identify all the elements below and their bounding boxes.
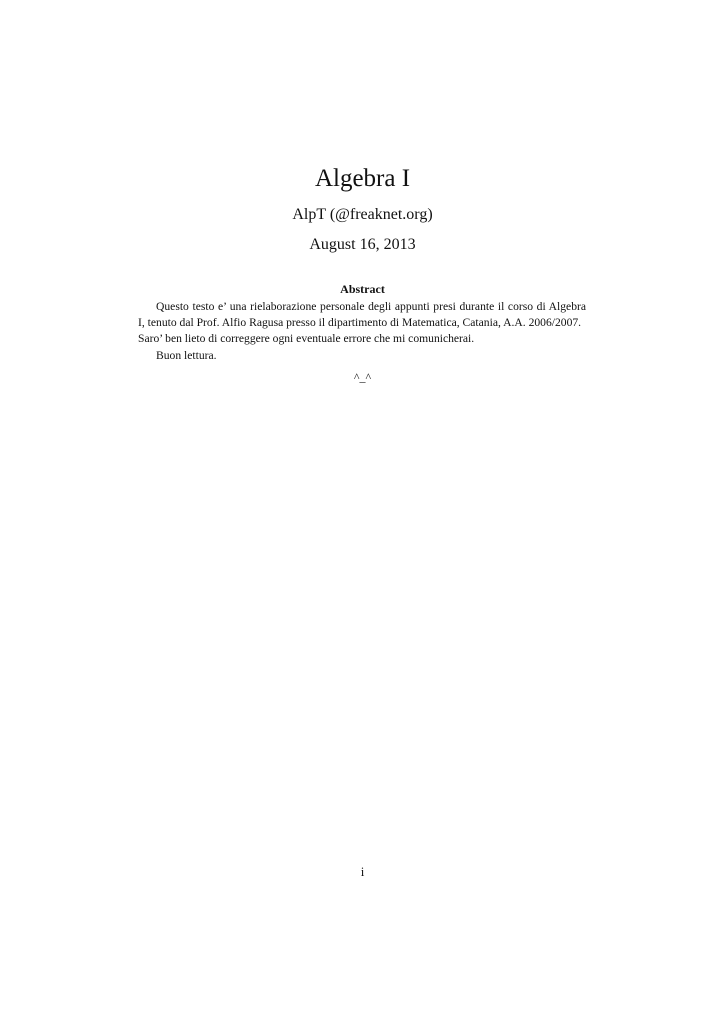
document-title: Algebra I — [314, 165, 411, 192]
document-author: AlpT (@freaknet.org) — [292, 206, 433, 223]
abstract-body — [138, 299, 586, 364]
abstract-heading: Abstract — [340, 282, 385, 296]
page-number: i — [360, 864, 365, 879]
abstract-paragraph: Questo testo e’ una rielaborazione personale degli appunti presi durante il corso di Algebra I, tenuto dal Prof. Alfio Ragusa presso il dipartimento di Matematica, Catania, A.A. 2006/2007. — [138, 300, 586, 330]
document-date: August 16, 2013 — [309, 236, 416, 253]
abstract-paragraph: Saro’ ben lieto di correggere ogni eventuale errore che mi comunicherai. — [138, 332, 475, 346]
smiley-text: ^_^ — [353, 370, 372, 384]
abstract-paragraph: Buon lettura. — [156, 348, 217, 362]
